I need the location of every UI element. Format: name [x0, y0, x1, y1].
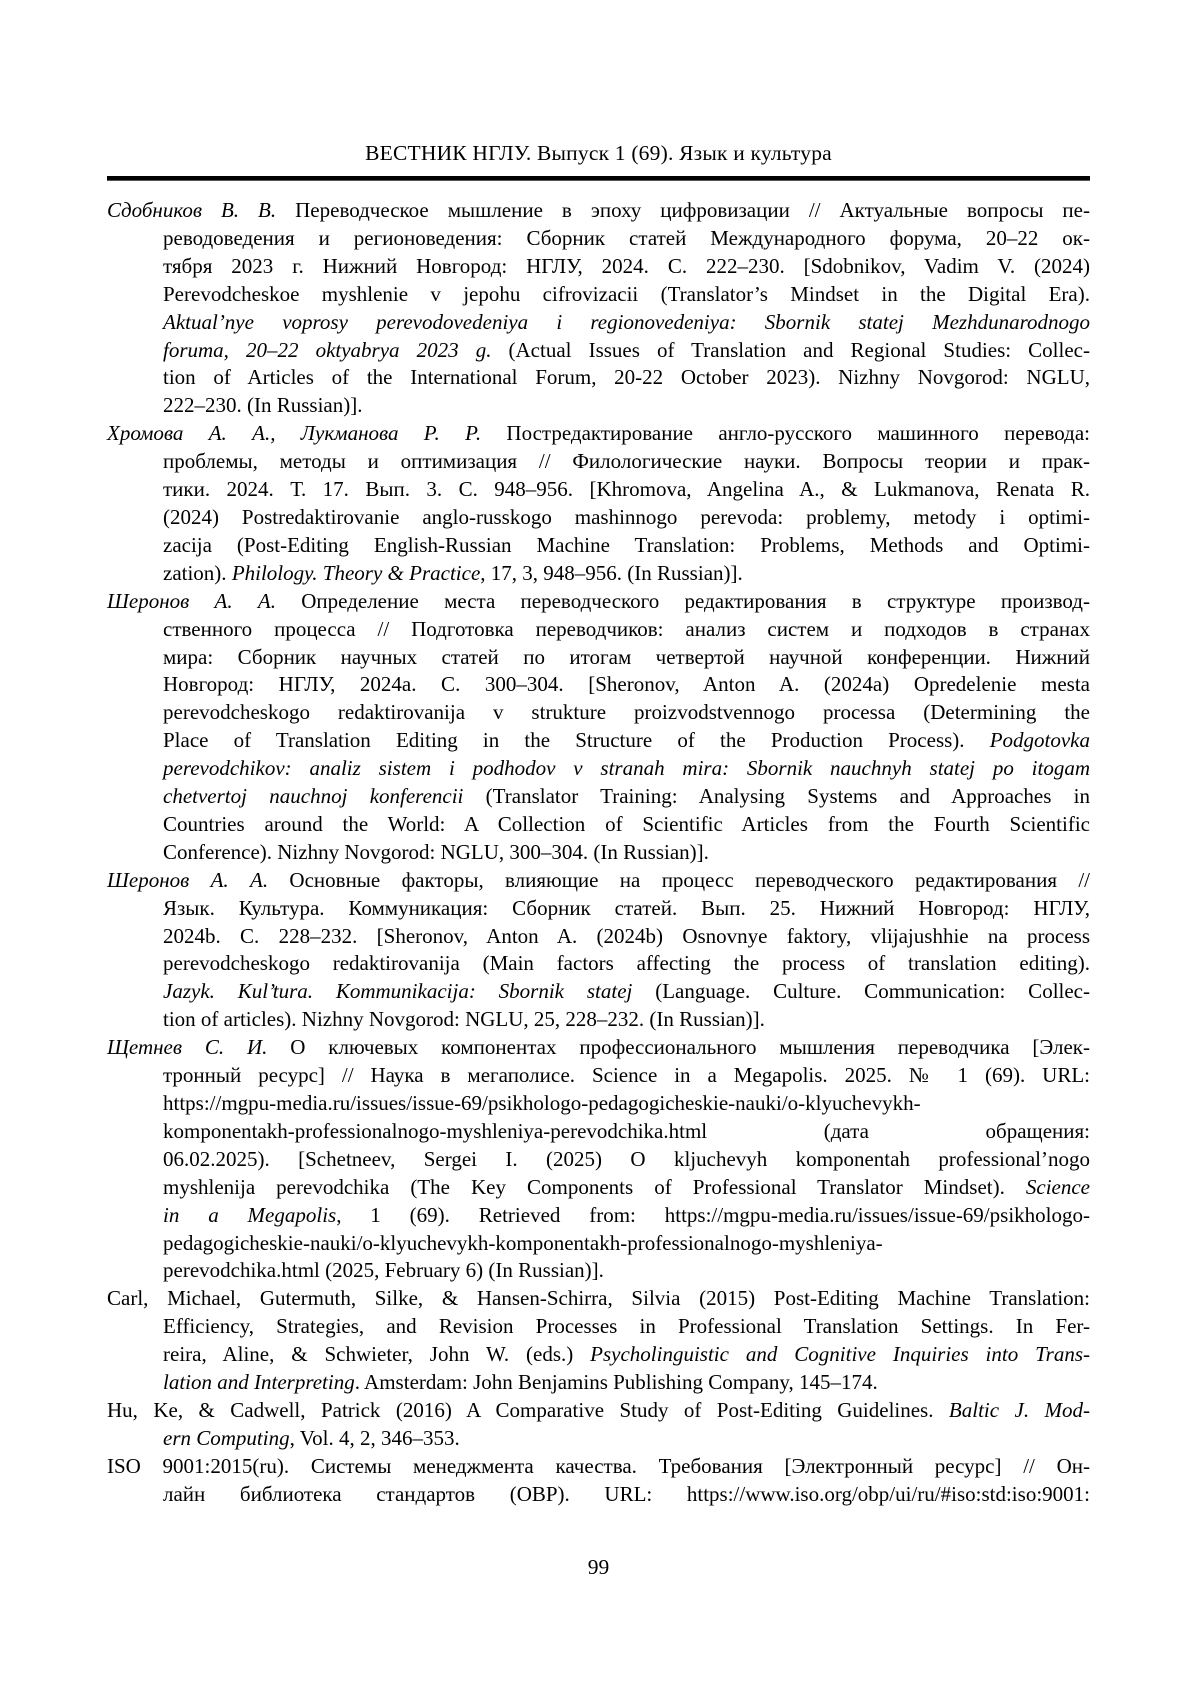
- reference-text: 06.02.2025). [Schetneev, Sergei I. (2025) O kljuchevyh komponentah professional’nogo: [163, 1146, 1090, 1171]
- reference-text: zacija (Post-Editing English-Russian Machine Translation: Problems, Methods and Optimi-: [163, 532, 1090, 557]
- reference-text: Place of Translation Editing in the Structure of the Production Process).: [163, 728, 990, 753]
- reference-line: [107, 1341, 1090, 1369]
- reference-text: ISO 9001:2015(ru). Системы менеджмента качества. Требования [Электронный ресурс] // Он-: [107, 1453, 1090, 1478]
- reference-line: [107, 1062, 1090, 1090]
- reference-text-italic: Baltic J. Mod-: [948, 1397, 1090, 1422]
- reference-line: [107, 895, 1090, 923]
- reference-text: Определение места переводческого редактирования в структуре производ-: [275, 588, 1090, 613]
- reference-line: [107, 923, 1090, 951]
- reference-text-italic: ern Computing: [163, 1425, 290, 1450]
- reference-entry: [107, 867, 1090, 1034]
- reference-line: [107, 1090, 1090, 1118]
- reference-text: Новгород: НГЛУ, 2024a. С. 300–304. [Sheronov, Anton A. (2024a) Opredelenie mesta: [163, 672, 1090, 697]
- reference-text: Постредактирование англо-русского машинного перевода:: [481, 421, 1090, 446]
- reference-line: [107, 671, 1090, 699]
- reference-line: [107, 1313, 1090, 1341]
- reference-text: (Actual Issues of Translation and Regional Studies: Collec-: [491, 337, 1090, 362]
- reference-line: [107, 504, 1090, 532]
- reference-line: [107, 197, 1090, 225]
- reference-line: [107, 253, 1090, 281]
- reference-text-italic: Шеронов А. А.: [107, 867, 269, 892]
- reference-line: [107, 616, 1090, 644]
- reference-text: (Translator Training: Analysing Systems and Approaches in: [463, 784, 1090, 809]
- reference-text-italic: Шеронов А. А.: [107, 588, 276, 613]
- reference-entry: [107, 1453, 1090, 1509]
- reference-line: [107, 1174, 1090, 1202]
- reference-text: pedagogicheskie-nauki/o-klyuchevykh-komponentakh-professionalnogo-myshleniya-: [163, 1230, 883, 1255]
- reference-text-italic: lation and Interpreting: [163, 1370, 355, 1395]
- reference-text: tion of articles). Nizhny Novgorod: NGLU, 25, 228–232. (In Russian)].: [163, 1007, 765, 1032]
- reference-line: [107, 392, 1090, 420]
- reference-text: , 17, 3, 948–956. (In Russian)].: [480, 560, 743, 585]
- reference-line: [107, 225, 1090, 253]
- reference-text: Perevodcheskoe myshlenie v jepohu cifrovizacii (Translator’s Mindset in the Digital Era).: [163, 281, 1090, 306]
- reference-line: [107, 1202, 1090, 1230]
- reference-text: 222–230. (In Russian)].: [163, 393, 363, 418]
- reference-line: [107, 309, 1090, 337]
- reference-text: О ключевых компонентах профессионального мышления переводчика [Элек-: [267, 1035, 1090, 1060]
- header-rule: [107, 176, 1090, 181]
- references-list: [107, 197, 1090, 1509]
- reference-text: (Language. Culture. Communication: Collec-: [632, 979, 1090, 1004]
- reference-text-italic: perevodchikov: analiz sistem i podhodov v stranah mira: Sbornik nauchnyh statej po itogam: [163, 756, 1090, 781]
- reference-text: реводоведения и регионоведения: Сборник статей Международного форума, 20–22 ок-: [163, 225, 1090, 250]
- reference-entry: [107, 420, 1090, 587]
- reference-text: , 1 (69). Retrieved from: https://mgpu-media.ru/issues/issue-69/psikhologo-: [336, 1202, 1090, 1227]
- reference-line: [107, 532, 1090, 560]
- reference-text: (2024) Postredaktirovanie anglo-russkogo mashinnogo perevoda: problemy, metody i optimi-: [163, 504, 1090, 529]
- reference-text: 2024b. С. 228–232. [Sheronov, Anton A. (2024b) Osnovnye faktory, vlijajushhie na process: [163, 923, 1090, 948]
- reference-entry: [107, 1034, 1090, 1285]
- reference-line: [107, 839, 1090, 867]
- reference-line: [107, 867, 1090, 895]
- reference-line: [107, 755, 1090, 783]
- reference-line: [107, 1230, 1090, 1258]
- reference-entry: [107, 588, 1090, 867]
- reference-line: [107, 281, 1090, 309]
- reference-line: [107, 1118, 1090, 1146]
- reference-line: [107, 811, 1090, 839]
- page-number: 99: [587, 1554, 610, 1579]
- reference-text-italic: foruma, 20–22 oktyabrya 2023 g.: [163, 337, 492, 362]
- reference-line: [107, 364, 1090, 392]
- reference-text: komponentakh-professionalnogo-myshleniya-perevodchika.html (дата обращения:: [163, 1118, 1090, 1143]
- reference-text-italic: Podgotovka: [989, 728, 1090, 753]
- reference-line: [107, 420, 1090, 448]
- reference-text-italic: Psycholinguistic and Cognitive Inquiries into Trans-: [590, 1342, 1090, 1367]
- reference-text: reira, Aline, & Schwieter, John W. (eds.): [163, 1342, 591, 1367]
- reference-line: [107, 1285, 1090, 1313]
- reference-text-italic: chetvertoj nauchnoj konferencii: [163, 784, 464, 809]
- reference-text-italic: Jazyk. Kul’tura. Kommunikacija: Sbornik statej: [163, 979, 633, 1004]
- reference-text: . Amsterdam: John Benjamins Publishing Company, 145–174.: [354, 1370, 878, 1395]
- reference-line: [107, 644, 1090, 672]
- reference-text: Conference). Nizhny Novgorod: NGLU, 300–304. (In Russian)].: [163, 839, 709, 864]
- reference-text: zation).: [163, 560, 232, 585]
- reference-text-italic: Хромова А. А., Лукманова Р. Р.: [107, 421, 482, 446]
- reference-text: perevodcheskogo redaktirovanija v strukture proizvodstvennogo processa (Determining the: [163, 700, 1090, 725]
- reference-line: [107, 1369, 1090, 1397]
- reference-line: [107, 588, 1090, 616]
- journal-running-head: ВЕСТНИК НГЛУ. Выпуск 1 (69). Язык и культура: [365, 141, 832, 165]
- reference-text: Countries around the World: A Collection of Scientific Articles from the Fourth Scientific: [163, 811, 1090, 836]
- reference-text: perevodchika.html (2025, February 6) (In Russian)].: [163, 1258, 604, 1283]
- reference-text: Переводческое мышление в эпоху цифровизации // Актуальные вопросы пе-: [276, 198, 1090, 222]
- reference-text-italic: in a Megapolis: [163, 1202, 337, 1227]
- reference-text: tion of Articles of the International Forum, 20-22 October 2023). Nizhny Novgorod: NGLU,: [163, 365, 1090, 390]
- reference-line: [107, 727, 1090, 755]
- reference-text: perevodcheskogo redaktirovanija (Main factors affecting the process of translation editing).: [163, 951, 1090, 976]
- reference-entry: [107, 1397, 1090, 1453]
- reference-text: лайн библиотека стандартов (OBP). URL: https://www.iso.org/obp/ui/ru/#iso:std:iso:9001:: [163, 1481, 1090, 1506]
- reference-line: [107, 337, 1090, 365]
- reference-line: [107, 476, 1090, 504]
- reference-line: [107, 1006, 1090, 1034]
- reference-line: [107, 699, 1090, 727]
- reference-text: мира: Сборник научных статей по итогам четвертой научной конференции. Нижний: [163, 644, 1090, 669]
- reference-text: Язык. Культура. Коммуникация: Сборник статей. Вып. 25. Нижний Новгород: НГЛУ,: [163, 895, 1090, 920]
- reference-entry: [107, 197, 1090, 420]
- reference-text: Hu, Ke, & Cadwell, Patrick (2016) A Comparative Study of Post-Editing Guidelines.: [107, 1397, 949, 1422]
- reference-line: [107, 448, 1090, 476]
- reference-text: myshlenija perevodchika (The Key Components of Professional Translator Mindset).: [163, 1174, 1026, 1199]
- reference-text-italic: Philology. Theory & Practice: [231, 560, 481, 585]
- reference-line: [107, 1481, 1090, 1509]
- reference-text-italic: Сдобников В. В.: [107, 198, 277, 222]
- reference-line: [107, 1425, 1090, 1453]
- reference-text: , Vol. 4, 2, 346–353.: [289, 1425, 460, 1450]
- reference-text: ственного процесса // Подготовка переводчиков: анализ систем и подходов в странах: [163, 616, 1090, 641]
- reference-text: Carl, Michael, Gutermuth, Silke, & Hansen-Schirra, Silvia (2015) Post-Editing Machine Translation:: [107, 1286, 1090, 1311]
- reference-line: [107, 1453, 1090, 1481]
- reference-text: https://mgpu-media.ru/issues/issue-69/psikhologo-pedagogicheskie-nauki/o-klyuchevykh-: [163, 1091, 921, 1115]
- reference-line: [107, 1146, 1090, 1174]
- reference-text: тября 2023 г. Нижний Новгород: НГЛУ, 2024. С. 222–230. [Sdobnikov, Vadim V. (2024): [163, 253, 1090, 278]
- reference-text: тронный ресурс] // Наука в мегаполисе. Science in a Megapolis. 2025. № 1 (69). URL:: [163, 1063, 1090, 1088]
- reference-text-italic: Science: [1025, 1174, 1090, 1199]
- reference-text: Основные факторы, влияющие на процесс переводческого редактирования //: [268, 867, 1090, 892]
- reference-line: [107, 1257, 1090, 1285]
- reference-line: [107, 1034, 1090, 1062]
- reference-line: [107, 560, 1090, 588]
- reference-entry: [107, 1285, 1090, 1397]
- reference-text: тики. 2024. Т. 17. Вып. 3. С. 948–956. [Khromova, Angelina A., & Lukmanova, Renata R.: [163, 477, 1090, 502]
- reference-text: проблемы, методы и оптимизация // Филологические науки. Вопросы теории и прак-: [163, 449, 1090, 474]
- reference-line: [107, 783, 1090, 811]
- reference-line: [107, 950, 1090, 978]
- reference-text-italic: Aktual’nye voprosy perevodovedeniya i regionovedeniya: Sbornik statej Mezhdunarodnogo: [163, 309, 1090, 334]
- reference-text: Efficiency, Strategies, and Revision Processes in Professional Translation Settings. In Fer-: [163, 1314, 1090, 1339]
- reference-text-italic: Щетнев С. И.: [107, 1035, 268, 1060]
- reference-line: [107, 978, 1090, 1006]
- reference-line: [107, 1397, 1090, 1425]
